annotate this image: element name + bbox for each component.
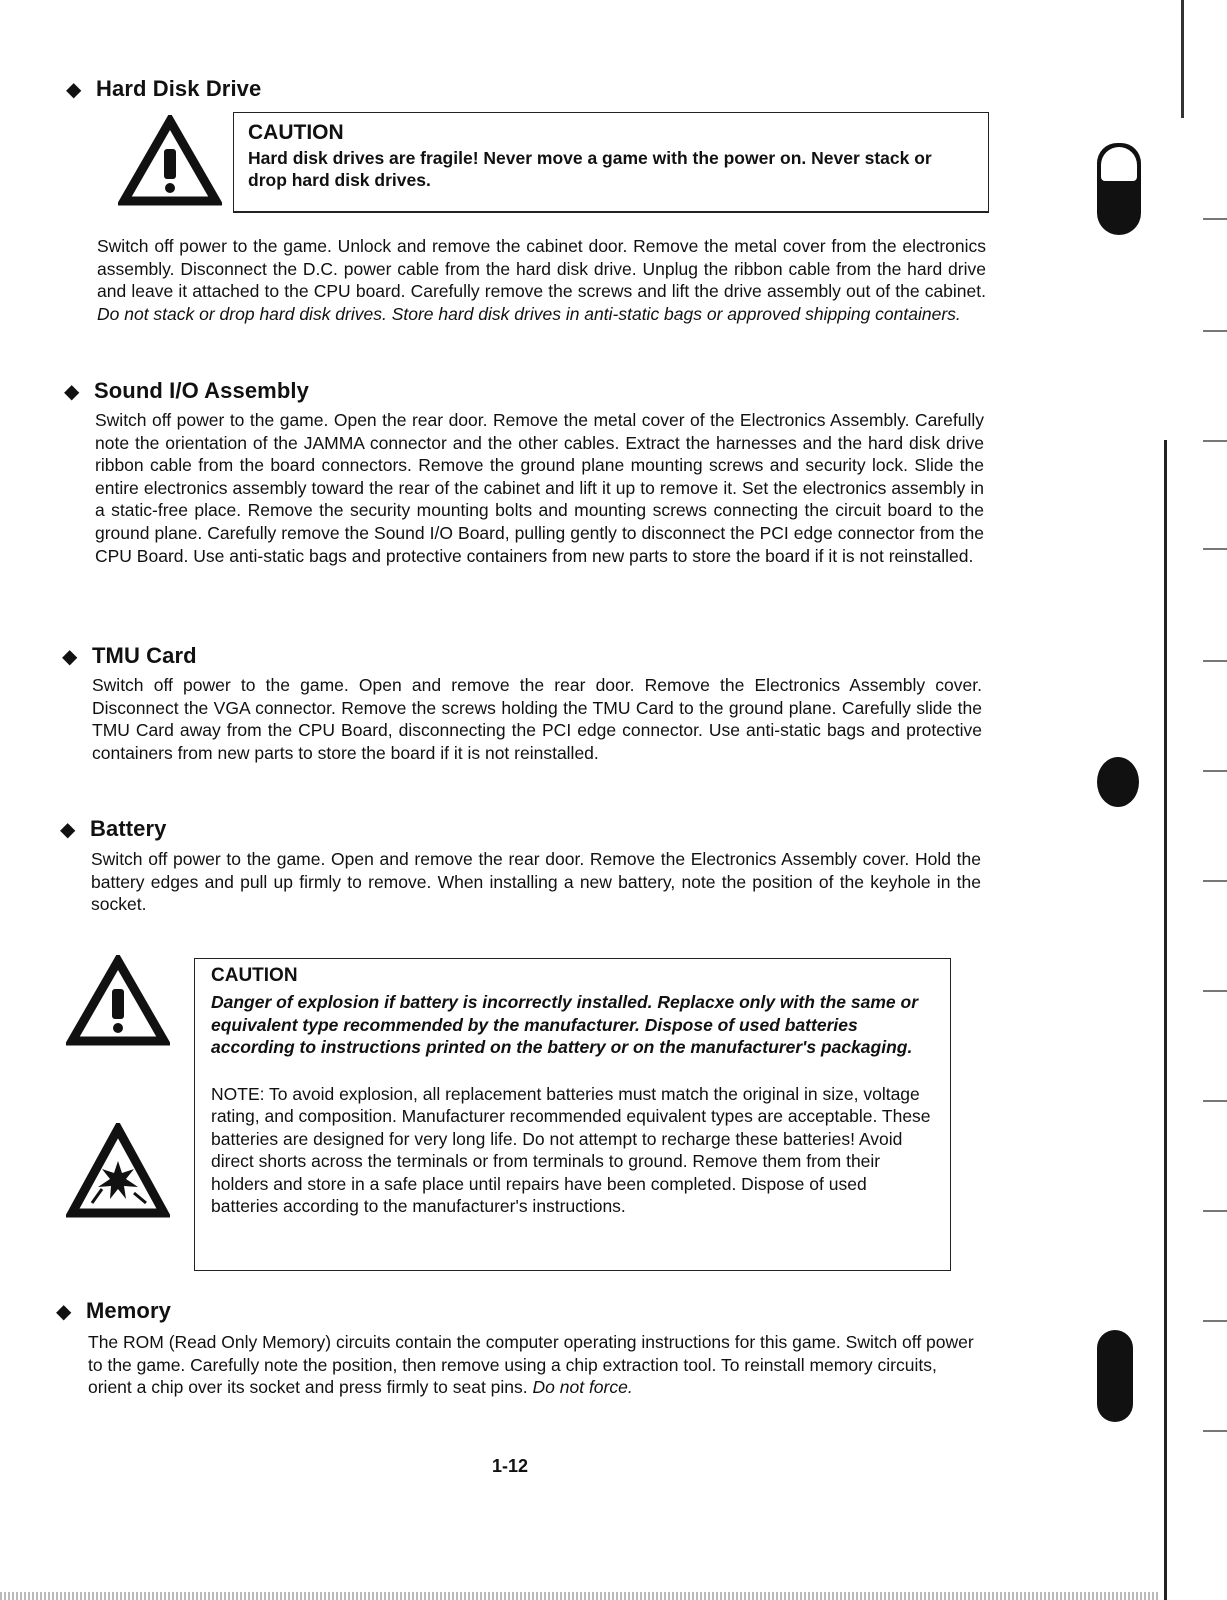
- explosion-hazard-icon: [66, 1123, 170, 1221]
- diamond-bullet-icon: ◆: [62, 645, 78, 668]
- page-edge-line: [1164, 440, 1167, 1600]
- section-heading-tmu: [62, 643, 197, 669]
- section-title-tmu: TMU Card: [92, 643, 197, 668]
- binder-hole-highlight: [1101, 147, 1137, 181]
- section-heading-sound: [64, 378, 309, 404]
- caution-text: Danger of explosion if battery is incorrectly installed. Replacxe only with the same or equivalent type recommended by the manufacturer. Dispose of used batteries according to instructions printed on the battery or on the manufacturer's packaging.: [211, 992, 918, 1057]
- paragraph-text: Switch off power to the game. Open and remove the rear door. Remove the Electronics Assembly cover. Hold the battery edges and pull up firmly to remove. When installing a new battery, note the position of the keyhole in the socket.: [91, 849, 981, 915]
- paragraph-tmu: [92, 674, 982, 764]
- section-heading-battery: [60, 816, 167, 842]
- section-heading-hdd: [66, 76, 261, 102]
- caution-box-hdd: [233, 112, 989, 213]
- edge-tick: [1203, 1430, 1227, 1432]
- section-heading-memory: [56, 1298, 171, 1324]
- diamond-bullet-icon: ◆: [56, 1300, 72, 1323]
- diamond-bullet-icon: ◆: [66, 78, 82, 101]
- paragraph-hdd: [97, 235, 986, 325]
- edge-tick: [1203, 440, 1227, 442]
- warning-triangle-icon: [118, 115, 222, 207]
- section-title-sound: Sound I/O Assembly: [94, 378, 309, 403]
- section-title-battery: Battery: [90, 816, 167, 841]
- binder-hole-mark: [1097, 1330, 1133, 1422]
- edge-tick: [1203, 880, 1227, 882]
- edge-tick: [1203, 770, 1227, 772]
- edge-tick: [1203, 990, 1227, 992]
- edge-tick: [1203, 1320, 1227, 1322]
- caution-title: CAUTION: [248, 121, 344, 144]
- edge-tick: [1203, 330, 1227, 332]
- edge-tick: [1203, 1100, 1227, 1102]
- bottom-scan-edge: [0, 1592, 1160, 1600]
- paragraph-battery: [91, 848, 981, 916]
- paragraph-text: The ROM (Read Only Memory) circuits contain the computer operating instructions for this game. Switch off power to the game. Carefully note the position, then remove using a chip extraction tool. To reinstall memory circuits, orient a chip over its socket and press firmly to seat pins.: [88, 1332, 974, 1398]
- edge-tick: [1203, 1210, 1227, 1212]
- paragraph-text: Switch off power to the game. Open the rear door. Remove the metal cover of the Electronics Assembly. Carefully note the orientation of the JAMMA connector and the other cables. Extract the harnesses and the hard disk drive ribbon cable from the board connectors. Remove the ground plane mounting screws and security lock. Slide the entire electronics assembly toward the rear of the cabinet and lift it up to remove it. Set the electronics assembly in a static-free place. Remove the security mounting bolts and mounting screws connecting the circuit board to the ground plane. Carefully remove the Sound I/O Board, pulling gently to disconnect the PCI edge connector from the CPU Board. Use anti-static bags and protective containers from new parts to store the board if it is not reinstalled.: [95, 410, 984, 566]
- section-title-memory: Memory: [86, 1298, 171, 1323]
- paragraph-sound: [95, 409, 984, 567]
- page-edge-line: [1181, 0, 1184, 118]
- paragraph-memory: [88, 1331, 978, 1399]
- edge-tick: [1203, 660, 1227, 662]
- note-text: NOTE: To avoid explosion, all replacement batteries must match the original in size, voltage rating, and composition. Manufacturer recommended equivalent types are acceptable. These batteries are designed for very long life. Do not attempt to recharge these batteries! Avoid direct shorts across the terminals or from terminals to ground. Remove them from their holders and store in a safe place until repairs have been completed. Dispose of used batteries according to the manufacturer's instructions.: [211, 1083, 931, 1216]
- page-number: 1-12: [492, 1456, 529, 1476]
- paragraph-text: Switch off power to the game. Unlock and remove the cabinet door. Remove the metal cover from the electronics assembly. Disconnect the D.C. power cable from the hard disk drive. Unplug the ribbon cable from the hard drive and leave it attached to the CPU board. Carefully remove the screws and lift the drive assembly out of the cabinet.: [97, 236, 986, 302]
- paragraph-italic-text: Do not stack or drop hard disk drives. Store hard disk drives in anti-static bags or approved shipping containers.: [97, 303, 961, 324]
- diamond-bullet-icon: ◆: [60, 818, 76, 841]
- caution-text: Hard disk drives are fragile! Never move a game with the power on. Never stack or drop hard disk drives.: [248, 148, 932, 190]
- edge-tick: [1203, 218, 1227, 220]
- paragraph-italic-text: Do not force.: [532, 1377, 633, 1398]
- edge-tick: [1203, 548, 1227, 550]
- warning-triangle-icon: [66, 955, 170, 1047]
- paragraph-text: Switch off power to the game. Open and remove the rear door. Remove the Electronics Assembly cover. Disconnect the VGA connector. Remove the screws holding the TMU Card to the ground plane. Carefully slide the TMU Card away from the CPU Board, disconnecting the PCI edge connector. Use anti-static bags and protective containers from new parts to store the board if it is not reinstalled.: [92, 675, 982, 763]
- section-title-hdd: Hard Disk Drive: [96, 76, 262, 101]
- caution-box-battery: [194, 958, 951, 1271]
- diamond-bullet-icon: ◆: [64, 380, 80, 403]
- caution-title: CAUTION: [211, 965, 298, 986]
- binder-hole-mark: [1097, 757, 1139, 807]
